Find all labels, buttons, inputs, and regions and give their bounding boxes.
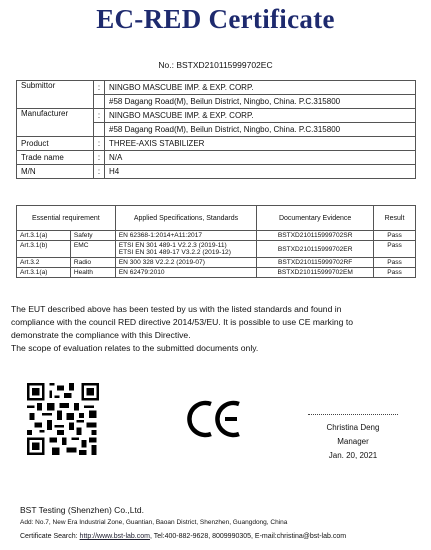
article: Art.3.1(b) [17,241,71,258]
info-label: Submittor [17,81,94,109]
issuer-address: Add: No.7, New Era Industrial Zone, Guantian, Baoan District, Shenzhen, Guangdong, China [20,519,288,526]
requirements-table [16,205,416,278]
search-link[interactable]: http://www.bst-lab.com [79,533,150,540]
article: Art.3.1(a) [17,231,71,241]
info-value: NINGBO MASCUBE IMP. & EXP. CORP. [105,109,416,123]
qr-code-icon [27,383,99,455]
compliance-statement [11,303,426,355]
spec: EN 62479:2010 [115,268,257,278]
evidence: BSTXD210115999702EM [257,268,374,278]
signatory-date: Jan. 20, 2021 [328,451,378,460]
statement-line: demonstrate the compliance with this Directive. [11,330,191,340]
result: Pass [374,241,416,258]
info-colon: : [94,109,105,123]
info-label: Trade name [17,151,94,165]
issuer-contact [20,533,346,540]
spec: EN 300 328 V2.2.2 (2019-07) [115,258,257,268]
info-value: THREE-AXIS STABILIZER [105,137,416,151]
info-colon: : [94,81,105,95]
info-value: H4 [105,165,416,179]
table-row [17,231,416,241]
category: Radio [70,258,115,268]
info-colon: : [94,151,105,165]
ce-mark-icon [187,398,243,440]
info-value: #58 Dagang Road(M), Beilun District, Ningbo, China. P.C.315800 [105,95,416,109]
info-label: M/N [17,165,94,179]
info-colon-blank [94,123,105,137]
search-label: Certificate Search: [20,533,78,540]
certificate-number: No.: BSTXD210115999702EC [158,60,273,70]
signatory-name: Christina Deng [326,423,380,432]
statement-line: The EUT described above has been tested by us with the listed standards and found in [11,304,342,314]
result: Pass [374,231,416,241]
statement-line: The scope of evaluation relates to the submitted documents only. [11,343,259,353]
table-row [17,241,416,258]
article: Art.3.2 [17,258,71,268]
spec-line: ETSI EN 301 489-1 V2.2.3 (2019-11) [118,242,227,249]
spec: EN 62368-1:2014+A11:2017 [115,231,257,241]
statement-line: compliance with the council RED directive 2014/53/EU. It is possible to use CE marking to [11,317,354,327]
requirements-header-row [17,206,416,231]
info-label: Product [17,137,94,151]
info-row-submittor [17,81,416,95]
info-colon: : [94,137,105,151]
article: Art.3.1(a) [17,268,71,278]
signatory-title: Manager [337,437,369,446]
info-row-trade-name [17,151,416,165]
evidence: BSTXD210115999702RF [257,258,374,268]
info-colon: : [94,165,105,179]
category: Health [70,268,115,278]
header-result: Result [374,206,416,231]
signature-line [308,414,398,415]
header-evidence: Documentary Evidence [257,206,374,231]
table-row [17,268,416,278]
header-requirement: Essential requirement [17,206,116,231]
result: Pass [374,268,416,278]
certificate-title: EC-RED Certificate [96,4,335,34]
evidence: BSTXD210115999702ER [257,241,374,258]
contact-details: , Tel:400-882-9628, 8009990305, E-mail:christina@bst-lab.com [149,533,347,540]
header-specs: Applied Specifications, Standards [115,206,257,231]
info-row-manufacturer [17,109,416,123]
table-row [17,258,416,268]
info-value: NINGBO MASCUBE IMP. & EXP. CORP. [105,81,416,95]
category: Safety [70,231,115,241]
result: Pass [374,258,416,268]
info-value: #58 Dagang Road(M), Beilun District, Ningbo, China. P.C.315800 [105,123,416,137]
spec-line: ETSI EN 301 489-17 V3.2.2 (2019-12) [118,249,231,256]
info-colon-blank [94,95,105,109]
product-info-table [16,80,416,179]
evidence: BSTXD210115999702SR [257,231,374,241]
info-label: Manufacturer [17,109,94,137]
spec [115,241,257,258]
category: EMC [70,241,115,258]
info-row-product [17,137,416,151]
info-value: N/A [105,151,416,165]
issuer-company: BST Testing (Shenzhen) Co.,Ltd. [20,505,144,515]
info-row-model [17,165,416,179]
